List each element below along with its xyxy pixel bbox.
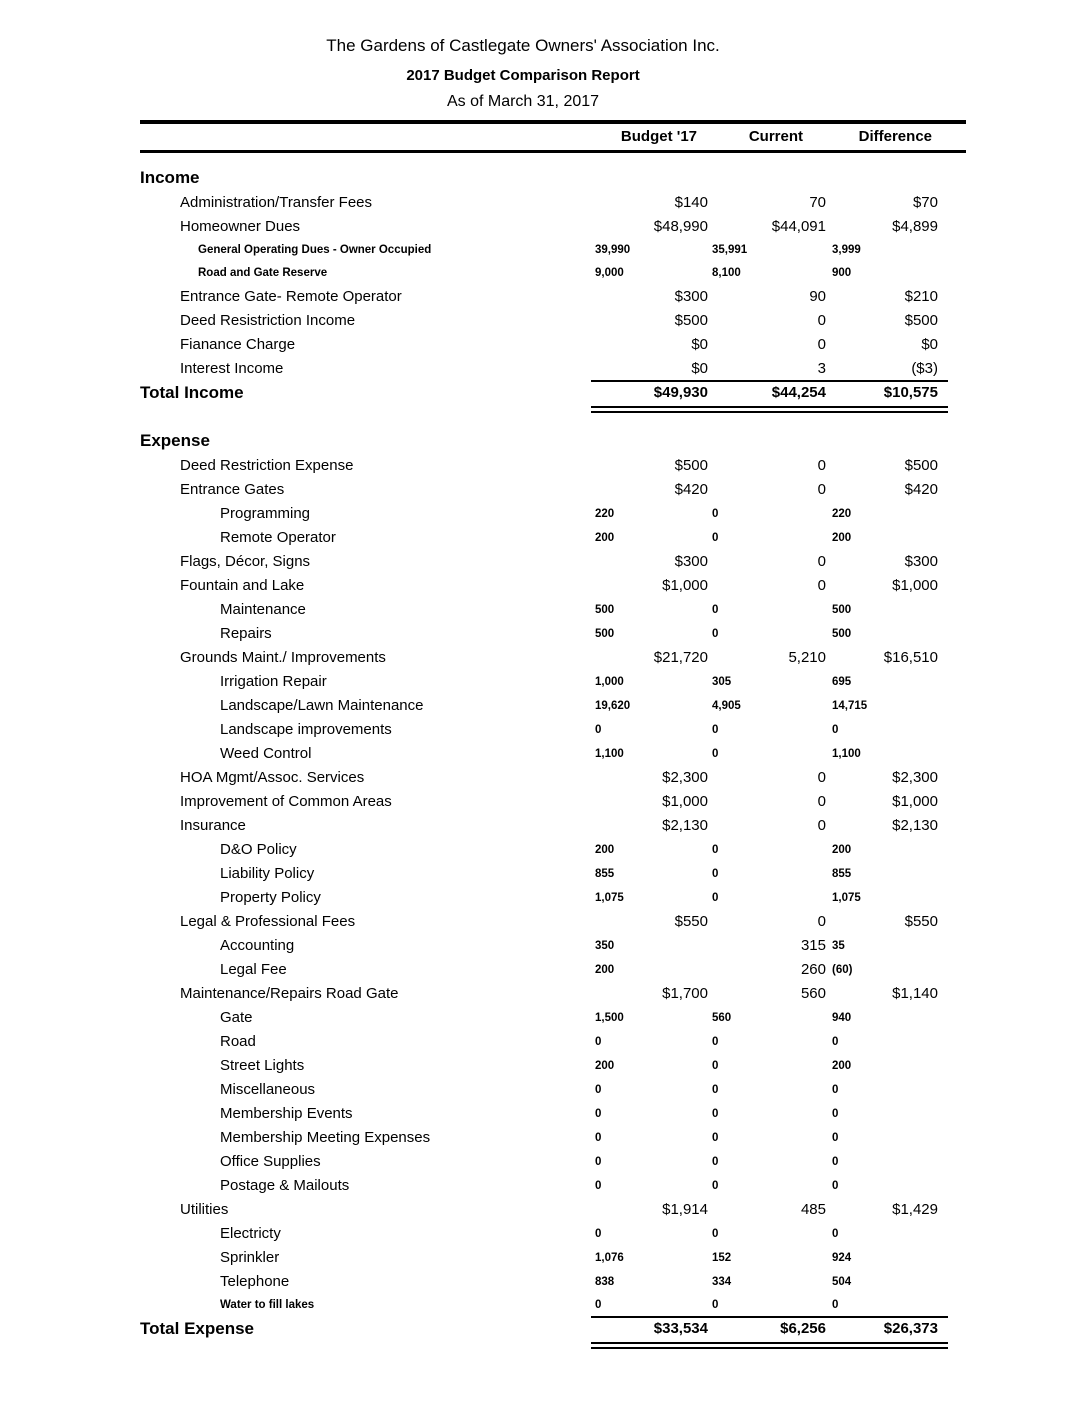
- current-value: 0: [817, 793, 826, 810]
- organization-name: The Gardens of Castlegate Owners' Association Inc.: [326, 36, 720, 55]
- current-value: 0: [712, 604, 719, 616]
- current-value: 0: [817, 817, 826, 834]
- difference-value: 0: [832, 1036, 839, 1048]
- difference-value: $2,300: [892, 769, 938, 786]
- section-title: Income: [140, 168, 200, 187]
- report-row: [140, 1222, 966, 1246]
- difference-value: 35: [832, 940, 845, 952]
- row-label: Accounting: [220, 937, 295, 954]
- report-row: [140, 478, 966, 502]
- current-value: 152: [712, 1252, 732, 1264]
- row-label: Landscape/Lawn Maintenance: [220, 697, 424, 714]
- budget-value: $2,130: [662, 817, 708, 834]
- report-row: [140, 1270, 966, 1294]
- current-value: 0: [712, 844, 719, 856]
- report-row: [140, 502, 966, 526]
- row-label: Road: [220, 1033, 256, 1050]
- budget-value: $48,990: [653, 218, 708, 235]
- section-gap: [140, 1350, 966, 1358]
- current-value: 0: [712, 508, 719, 520]
- current-value: 3: [817, 360, 826, 377]
- current-total-value: $44,254: [771, 384, 826, 401]
- current-value: 0: [817, 457, 826, 474]
- difference-value: 0: [832, 1108, 839, 1120]
- total-double-rule: [591, 406, 948, 413]
- current-value: 560: [712, 1012, 732, 1024]
- difference-value: 900: [832, 267, 852, 279]
- budget-value: 0: [595, 1036, 602, 1048]
- difference-value: $16,510: [883, 649, 938, 666]
- section-header: [140, 422, 966, 454]
- table-body: [140, 153, 966, 1358]
- difference-value: 0: [832, 1084, 839, 1096]
- report-row: [140, 934, 966, 958]
- difference-value: 0: [832, 1228, 839, 1240]
- difference-value: 1,100: [832, 748, 861, 760]
- budget-value: 1,075: [595, 892, 624, 904]
- report-row: [140, 982, 966, 1006]
- row-label: Remote Operator: [220, 529, 336, 546]
- budget-value: $550: [674, 913, 708, 930]
- row-label: Grounds Maint./ Improvements: [180, 649, 386, 666]
- budget-value: $300: [674, 288, 708, 305]
- difference-value: $0: [921, 336, 938, 353]
- budget-value: 0: [595, 1108, 602, 1120]
- difference-value: 855: [832, 868, 852, 880]
- report-row: [140, 718, 966, 742]
- row-label: Landscape improvements: [220, 721, 392, 738]
- budget-value: 0: [595, 1180, 602, 1192]
- report-row: [140, 838, 966, 862]
- row-label: Street Lights: [220, 1057, 305, 1074]
- budget-total-value: $49,930: [653, 384, 708, 401]
- row-label: Improvement of Common Areas: [180, 793, 392, 810]
- difference-value: 940: [832, 1012, 852, 1024]
- budget-value: $1,000: [662, 577, 708, 594]
- report-row: [140, 646, 966, 670]
- row-label: Membership Events: [220, 1105, 353, 1122]
- row-label: Programming: [220, 505, 311, 522]
- budget-value: 1,000: [595, 676, 624, 688]
- report-row: [140, 814, 966, 838]
- difference-value: 924: [832, 1252, 852, 1264]
- current-value: 0: [712, 1132, 719, 1144]
- row-label: Legal & Professional Fees: [180, 913, 356, 930]
- difference-value: 500: [832, 604, 852, 616]
- budget-value: 0: [595, 1156, 602, 1168]
- row-label: Water to fill lakes: [220, 1299, 315, 1311]
- budget-value: 838: [595, 1276, 615, 1288]
- budget-value: 500: [595, 604, 615, 616]
- current-value: 0: [712, 1084, 719, 1096]
- report-row: [140, 526, 966, 550]
- current-value: 5,210: [788, 649, 826, 666]
- row-label: Entrance Gates: [180, 481, 285, 498]
- report-row: [140, 1150, 966, 1174]
- report-row: [140, 886, 966, 910]
- report-row: [140, 622, 966, 646]
- section-title: Expense: [140, 431, 210, 450]
- budget-value: 0: [595, 1228, 602, 1240]
- difference-value: $70: [912, 194, 938, 211]
- row-label: Miscellaneous: [220, 1081, 316, 1098]
- report-row: [140, 239, 966, 262]
- row-label: Postage & Mailouts: [220, 1177, 350, 1194]
- report-row: [140, 766, 966, 790]
- row-label: Maintenance/Repairs Road Gate: [180, 985, 399, 1002]
- difference-value: ($3): [911, 360, 938, 377]
- row-label: Insurance: [180, 817, 246, 834]
- report-row: [140, 598, 966, 622]
- row-label: Maintenance: [220, 601, 306, 618]
- difference-total-value: $26,373: [883, 1320, 938, 1337]
- report-row: [140, 790, 966, 814]
- report-row: [140, 550, 966, 574]
- current-value: 0: [712, 532, 719, 544]
- current-value: 70: [809, 194, 826, 211]
- budget-value: $0: [691, 360, 708, 377]
- row-label: Flags, Décor, Signs: [180, 553, 311, 570]
- difference-value: 200: [832, 844, 852, 856]
- budget-value: $300: [674, 553, 708, 570]
- budget-value: 0: [595, 1084, 602, 1096]
- current-total-value: $6,256: [780, 1320, 826, 1337]
- row-label: HOA Mgmt/Assoc. Services: [180, 769, 365, 786]
- difference-value: 14,715: [832, 700, 868, 712]
- difference-value: $1,140: [892, 985, 938, 1002]
- row-label: Gate: [220, 1009, 253, 1026]
- column-header-current: Current: [748, 128, 803, 145]
- row-label: Fianance Charge: [180, 336, 296, 353]
- current-value: 485: [800, 1201, 826, 1218]
- row-label: D&O Policy: [220, 841, 297, 858]
- row-label: Deed Resistriction Income: [180, 312, 356, 329]
- current-value: 0: [817, 769, 826, 786]
- current-value: 305: [712, 676, 732, 688]
- current-value: 0: [712, 628, 719, 640]
- row-label: Road and Gate Reserve: [198, 267, 328, 279]
- difference-value: $550: [904, 913, 938, 930]
- report-row: [140, 333, 966, 357]
- current-value: 8,100: [712, 267, 741, 279]
- report-row: [140, 742, 966, 766]
- budget-total-value: $33,534: [653, 1320, 708, 1337]
- budget-value: 0: [595, 1299, 602, 1311]
- difference-value: $500: [904, 457, 938, 474]
- current-value: 0: [712, 724, 719, 736]
- budget-value: 39,990: [595, 244, 631, 256]
- budget-value: 200: [595, 1060, 615, 1072]
- total-label: Total Expense: [140, 1319, 254, 1338]
- row-label: Liability Policy: [220, 865, 315, 882]
- current-value: 0: [712, 868, 719, 880]
- row-label: Office Supplies: [220, 1153, 321, 1170]
- budget-value: $1,700: [662, 985, 708, 1002]
- report-row: [140, 1030, 966, 1054]
- budget-value: 0: [595, 1132, 602, 1144]
- current-value: 35,991: [712, 244, 748, 256]
- difference-value: 3,999: [832, 244, 861, 256]
- difference-value: 504: [832, 1276, 852, 1288]
- report-row: [140, 1294, 966, 1317]
- report-row: [140, 191, 966, 215]
- document-header: [0, 36, 1046, 111]
- current-value: 0: [817, 336, 826, 353]
- difference-value: $1,429: [892, 1201, 938, 1218]
- budget-value: 1,500: [595, 1012, 624, 1024]
- budget-value: 19,620: [595, 700, 631, 712]
- total-double-rule: [591, 1342, 948, 1349]
- total-row: [140, 381, 966, 405]
- difference-value: $300: [904, 553, 938, 570]
- row-label: Administration/Transfer Fees: [180, 194, 373, 211]
- difference-value: 500: [832, 628, 852, 640]
- budget-value: $500: [674, 457, 708, 474]
- current-value: 560: [800, 985, 826, 1002]
- section-gap: [140, 414, 966, 422]
- report-row: [140, 1198, 966, 1222]
- report-table: [140, 120, 966, 1358]
- report-row: [140, 285, 966, 309]
- report-row: [140, 1126, 966, 1150]
- current-value: 0: [817, 481, 826, 498]
- column-header-budget: Budget '17: [620, 128, 697, 145]
- report-row: [140, 1174, 966, 1198]
- row-label: Property Policy: [220, 889, 321, 906]
- row-label: Entrance Gate- Remote Operator: [180, 288, 402, 305]
- row-label: Irrigation Repair: [220, 673, 327, 690]
- budget-value: 9,000: [595, 267, 624, 279]
- row-label: Repairs: [220, 625, 272, 642]
- current-value: 0: [712, 1299, 719, 1311]
- difference-value: $1,000: [892, 577, 938, 594]
- budget-value: $140: [674, 194, 708, 211]
- budget-value: 220: [595, 508, 615, 520]
- row-label: Deed Restriction Expense: [180, 457, 354, 474]
- difference-value: $1,000: [892, 793, 938, 810]
- report-row: [140, 694, 966, 718]
- difference-value: $420: [904, 481, 938, 498]
- current-value: 0: [817, 312, 826, 329]
- total-underline: [140, 1341, 966, 1350]
- row-label: Legal Fee: [220, 961, 287, 978]
- difference-value: 0: [832, 1180, 839, 1192]
- budget-value: 1,100: [595, 748, 624, 760]
- total-label: Total Income: [140, 383, 244, 402]
- row-label: Fountain and Lake: [180, 577, 305, 594]
- report-row: [140, 309, 966, 333]
- total-row: [140, 1317, 966, 1341]
- budget-value: $2,300: [662, 769, 708, 786]
- row-label: Electricty: [220, 1225, 281, 1242]
- current-value: 260: [800, 961, 826, 978]
- difference-value: (60): [832, 964, 853, 976]
- report-row: [140, 215, 966, 239]
- report-title: 2017 Budget Comparison Report: [406, 67, 640, 84]
- report-row: [140, 357, 966, 381]
- row-label: Weed Control: [220, 745, 312, 762]
- report-row: [140, 1006, 966, 1030]
- budget-value: $420: [674, 481, 708, 498]
- budget-value: 200: [595, 964, 615, 976]
- current-value: 0: [712, 1108, 719, 1120]
- total-underline: [140, 405, 966, 414]
- difference-value: $4,899: [892, 218, 938, 235]
- budget-value: $500: [674, 312, 708, 329]
- row-label: Sprinkler: [220, 1249, 280, 1266]
- report-row: [140, 910, 966, 934]
- current-value: 90: [809, 288, 826, 305]
- budget-value: 500: [595, 628, 615, 640]
- report-row: [140, 862, 966, 886]
- current-value: 0: [817, 913, 826, 930]
- section-header: [140, 159, 966, 191]
- current-value: 0: [817, 577, 826, 594]
- row-label: Utilities: [180, 1201, 229, 1218]
- column-header-difference: Difference: [858, 128, 932, 145]
- difference-value: $210: [904, 288, 938, 305]
- report-row: [140, 454, 966, 478]
- budget-value: $1,000: [662, 793, 708, 810]
- current-value: 0: [712, 1036, 719, 1048]
- row-label: Interest Income: [180, 360, 284, 377]
- difference-value: 200: [832, 532, 852, 544]
- report-row: [140, 574, 966, 598]
- difference-total-value: $10,575: [883, 384, 938, 401]
- row-label: Telephone: [220, 1273, 290, 1290]
- budget-value: 855: [595, 868, 615, 880]
- difference-value: 695: [832, 676, 852, 688]
- budget-value: $1,914: [662, 1201, 708, 1218]
- report-row: [140, 1246, 966, 1270]
- budget-value: $21,720: [653, 649, 708, 666]
- report-row: [140, 262, 966, 285]
- report-row: [140, 1078, 966, 1102]
- difference-value: 1,075: [832, 892, 861, 904]
- budget-value: $0: [691, 336, 708, 353]
- report-row: [140, 670, 966, 694]
- row-label: Membership Meeting Expenses: [220, 1129, 431, 1146]
- budget-value: 200: [595, 844, 615, 856]
- budget-value: 0: [595, 724, 602, 736]
- current-value: 0: [817, 553, 826, 570]
- budget-value: 1,076: [595, 1252, 624, 1264]
- difference-value: $2,130: [892, 817, 938, 834]
- difference-value: 220: [832, 508, 852, 520]
- row-label: Homeowner Dues: [180, 218, 301, 235]
- budget-value: 350: [595, 940, 615, 952]
- difference-value: $500: [904, 312, 938, 329]
- difference-value: 0: [832, 1156, 839, 1168]
- current-value: 0: [712, 1156, 719, 1168]
- current-value: 315: [800, 937, 826, 954]
- current-value: $44,091: [771, 218, 826, 235]
- current-value: 0: [712, 1060, 719, 1072]
- report-row: [140, 958, 966, 982]
- column-header-row: [140, 124, 966, 150]
- current-value: 0: [712, 1228, 719, 1240]
- difference-value: 0: [832, 1299, 839, 1311]
- difference-value: 0: [832, 724, 839, 736]
- current-value: 334: [712, 1276, 732, 1288]
- difference-value: 0: [832, 1132, 839, 1144]
- row-label: General Operating Dues - Owner Occupied: [198, 244, 432, 256]
- current-value: 0: [712, 748, 719, 760]
- budget-value: 200: [595, 532, 615, 544]
- report-row: [140, 1054, 966, 1078]
- current-value: 0: [712, 892, 719, 904]
- report-row: [140, 1102, 966, 1126]
- report-date: As of March 31, 2017: [446, 93, 600, 110]
- difference-value: 200: [832, 1060, 852, 1072]
- current-value: 4,905: [712, 700, 741, 712]
- current-value: 0: [712, 1180, 719, 1192]
